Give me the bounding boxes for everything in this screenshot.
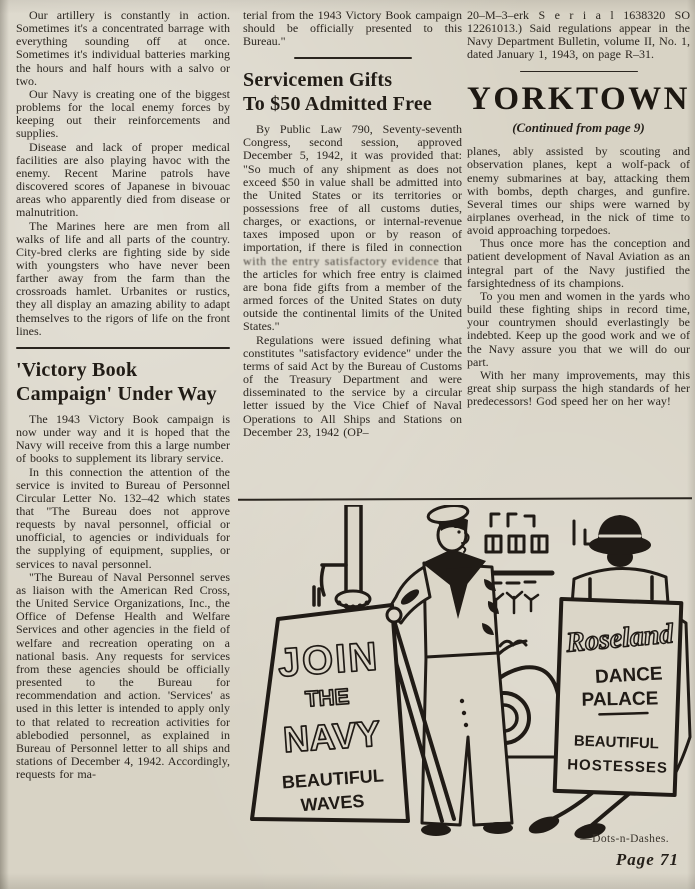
article-paragraph-continuation: 20–M–3–erk S e r i a l 1638320 SO 12261013.) Said regulations appear in the Navy Department Bulletin, volume II, No. 1, dated January 1, 1943, on page R–31.	[467, 9, 690, 62]
heading-line: 'Victory Book	[16, 358, 138, 381]
article-paragraph: Our Navy is creating one of the biggest problems for the local enemy forces by keeping out their reinforcements and supplies.	[16, 86, 230, 141]
cartoon-credit: —Dots-n-Dashes.	[580, 833, 669, 845]
article-paragraph	[243, 123, 462, 334]
victory-book-heading	[16, 358, 230, 406]
middle-column	[243, 9, 462, 495]
recruiting-cartoon-illustration	[238, 505, 692, 857]
right-column	[467, 9, 690, 495]
article-paragraph: Disease and lack of proper medical facilities are also playing havoc with the enemy. Recent Marine patrols have discovered scores of Japanese in bivouac areas who apparently died from disease or malnutrition.	[16, 139, 230, 220]
left-column	[16, 9, 230, 875]
section-divider	[520, 71, 638, 73]
roseland-sign-line: DANCE	[594, 663, 664, 688]
navy-sign-line: THE	[304, 683, 350, 712]
continued-from-note: (Continued from page 9)	[512, 120, 645, 136]
heading-line: Campaign' Under Way	[16, 382, 217, 405]
navy-sign-line: BEAUTIFUL	[281, 765, 385, 793]
navy-sign-line: NAVY	[281, 712, 382, 761]
cartoon-top-rule	[238, 497, 692, 501]
section-divider	[294, 57, 412, 59]
roseland-sign-line: PALACE	[581, 688, 659, 711]
paragraph-text: By Public Law 790, Seventy-seventh Congress, second session, approved December 5, 1942, it was provided that: "So much of any shipment as does not exceed $50 in value shall be admitted into the United States or its territories or possessions free of all customs duties, charges, or exactions, or internal-revenue taxes imposed upon or by reason of importation, if there is filed in connection	[243, 122, 462, 255]
roseland-sign-line: Roseland	[564, 618, 675, 659]
building-windows	[486, 514, 596, 552]
article-paragraph: Our artillery is constantly in action. Sometimes it's a concentrated barrage with everything sounding off at once. Sometimes it's individual batteries marking the hours and half hours with a salvo or two.	[16, 9, 230, 88]
heading-line: To $50 Admitted Free	[243, 93, 432, 116]
article-paragraph: To you men and women in the yards who build these fighting ships in record time, your countrymen should everlastingly be indebted. Keep up the good work and we of the Navy assure you that we will do our part.	[467, 288, 690, 369]
section-divider	[16, 347, 230, 349]
article-paragraph: With her many improvements, may this great ship surpass the high standards of her predecessors! God speed her on her way!	[467, 367, 690, 409]
article-paragraph: Thus once more has the conception and patient development of Naval Aviation as an integral part of the Navy justified the farsightedness of its champions.	[467, 236, 690, 290]
article-paragraph: planes, ably assisted by scouting and observation planes, kept a wolf-pack of enemy submarines at bay, attacking them with bombs, depth charges, and gunfire. Several times our ships were warned by airplanes overhead, in the nick of time to avoid approaching torpedoes.	[467, 144, 690, 238]
smudged-print-text: with the entry satisfactory evidence	[243, 253, 444, 268]
article-paragraph-continuation: terial from the 1943 Victory Book campaign should be officially presented to this Bureau."	[243, 9, 462, 49]
servicemen-gifts-heading	[243, 68, 462, 116]
article-paragraph: In this connection the attention of the service is invited to Bureau of Personnel Circular Letter No. 132–42 which states that "The Bureau does not approve requests by naval personnel, official or unofficial, to agencies or individuals for the supplying of equipment, supplies, or services to naval personnel.	[16, 464, 230, 571]
roseland-sign-line: HOSTESSES	[566, 756, 669, 777]
navy-sign-line: JOIN	[276, 634, 381, 686]
yorktown-headline: YORKTOWN	[467, 81, 690, 118]
article-paragraph: The Marines here are men from all walks of life and all parts of the country. City-bred clerks are fighting side by side with youngsters who have never been farther away from the farm than the crossroads hamlet. Urbanites or rustics, they all display an amazing ability to adapt themselves to the rigors of life on the front lines.	[16, 218, 230, 338]
page-number: Page 71	[615, 850, 679, 869]
roseland-sign-line: BEAUTIFUL	[573, 732, 660, 753]
heading-line: Servicemen Gifts	[243, 69, 393, 92]
article-paragraph: "The Bureau of Naval Personnel serves as liaison with the American Red Cross, the United Service Organizations, Inc., the Office of Defense Health and Welfare Services and other agencies in the field of welfare and recreation operating on a national basis. Any requests for services from these agencies should be officially presented to the Bureau for recommendation and action. 'Services' as used in this letter is intended to apply only to that related to recreation activities for ablebodied personnel, as explained in Bureau of Personnel letter to all ships and stations of December 4, 1942. Accordingly, requests for ma-	[16, 569, 230, 782]
article-paragraph: Regulations were issued defining what constitutes "satisfactory evidence" under the terms of said Act by the Bureau of Customs of the Treasury Department and were disseminated to the service by a circular letter issued by the Vice Chief of Naval Operations to All Ships and Stations on December 23, 1942 (OP–	[243, 332, 462, 439]
paragraph-text: that the articles for which free entry is claimed are bona fide gifts from a member of the armed forces of the United States on duty outside the continental limits of the United States."	[243, 253, 462, 334]
navy-sign-line: WAVES	[300, 790, 365, 816]
article-paragraph: The 1943 Victory Book campaign is now under way and it is hoped that the Navy will receive from this a large number of books to supplement its library service.	[16, 411, 230, 466]
